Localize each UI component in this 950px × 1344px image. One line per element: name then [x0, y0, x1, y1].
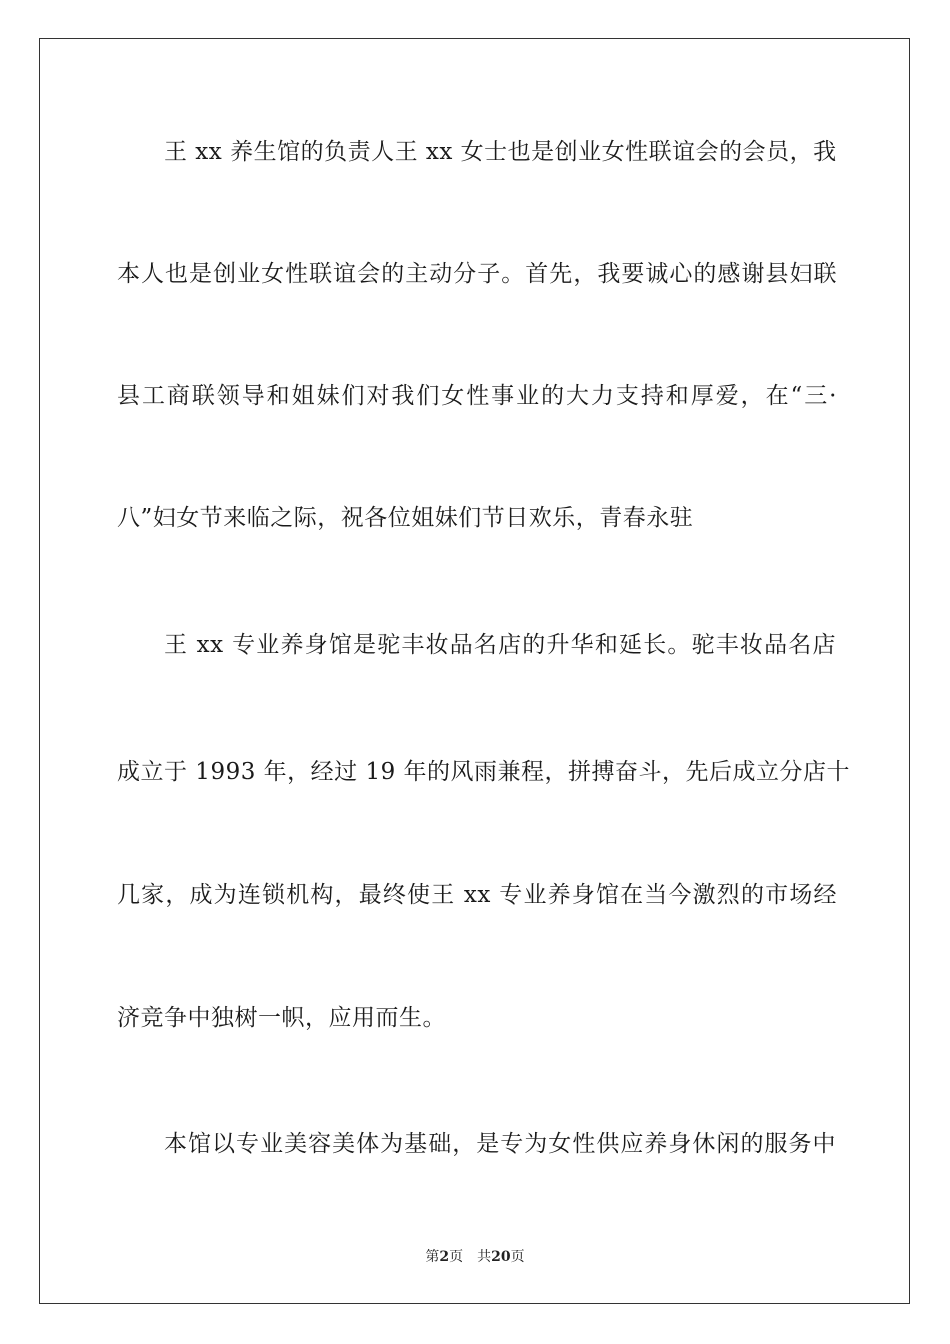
paragraph-1-line-1: 王 xx 养生馆的负责人王 xx 女士也是创业女性联谊会的会员，我	[164, 139, 837, 165]
total-prefix: 共	[477, 1249, 492, 1265]
page-prefix: 第	[425, 1249, 440, 1265]
page-border	[39, 38, 910, 1304]
paragraph-2-line-2: 成立于 1993 年，经过 19 年的风雨兼程，拼搏奋斗，先后成立分店十	[117, 759, 851, 785]
current-page-number: 2	[439, 1249, 450, 1265]
paragraph-1-line-4: 八”妇女节来临之际，祝各位姐妹们节日欢乐，青春永驻	[117, 505, 694, 531]
paragraph-2-line-4: 济竞争中独树一帜，应用而生。	[117, 1005, 446, 1031]
paragraph-3-line-1: 本馆以专业美容美体为基础，是专为女性供应养身休闲的服务中	[164, 1131, 836, 1157]
paragraph-1-line-2: 本人也是创业女性联谊会的主动分子。首先，我要诚心的感谢县妇联	[117, 261, 837, 287]
page-footer	[0, 1248, 950, 1266]
paragraph-2-line-3: 几家，成为连锁机构，最终使王 xx 专业养身馆在当今激烈的市场经	[117, 882, 837, 908]
page-suffix: 页	[449, 1249, 464, 1265]
total-suffix: 页	[510, 1249, 525, 1265]
paragraph-1-line-3: 县工商联领导和姐妹们对我们女性事业的大力支持和厚爱，在“三·	[117, 383, 837, 409]
paragraph-2-line-1: 王 xx 专业养身馆是驼丰妆品名店的升华和延长。驼丰妆品名店	[164, 632, 836, 658]
total-page-count: 20	[491, 1249, 511, 1265]
